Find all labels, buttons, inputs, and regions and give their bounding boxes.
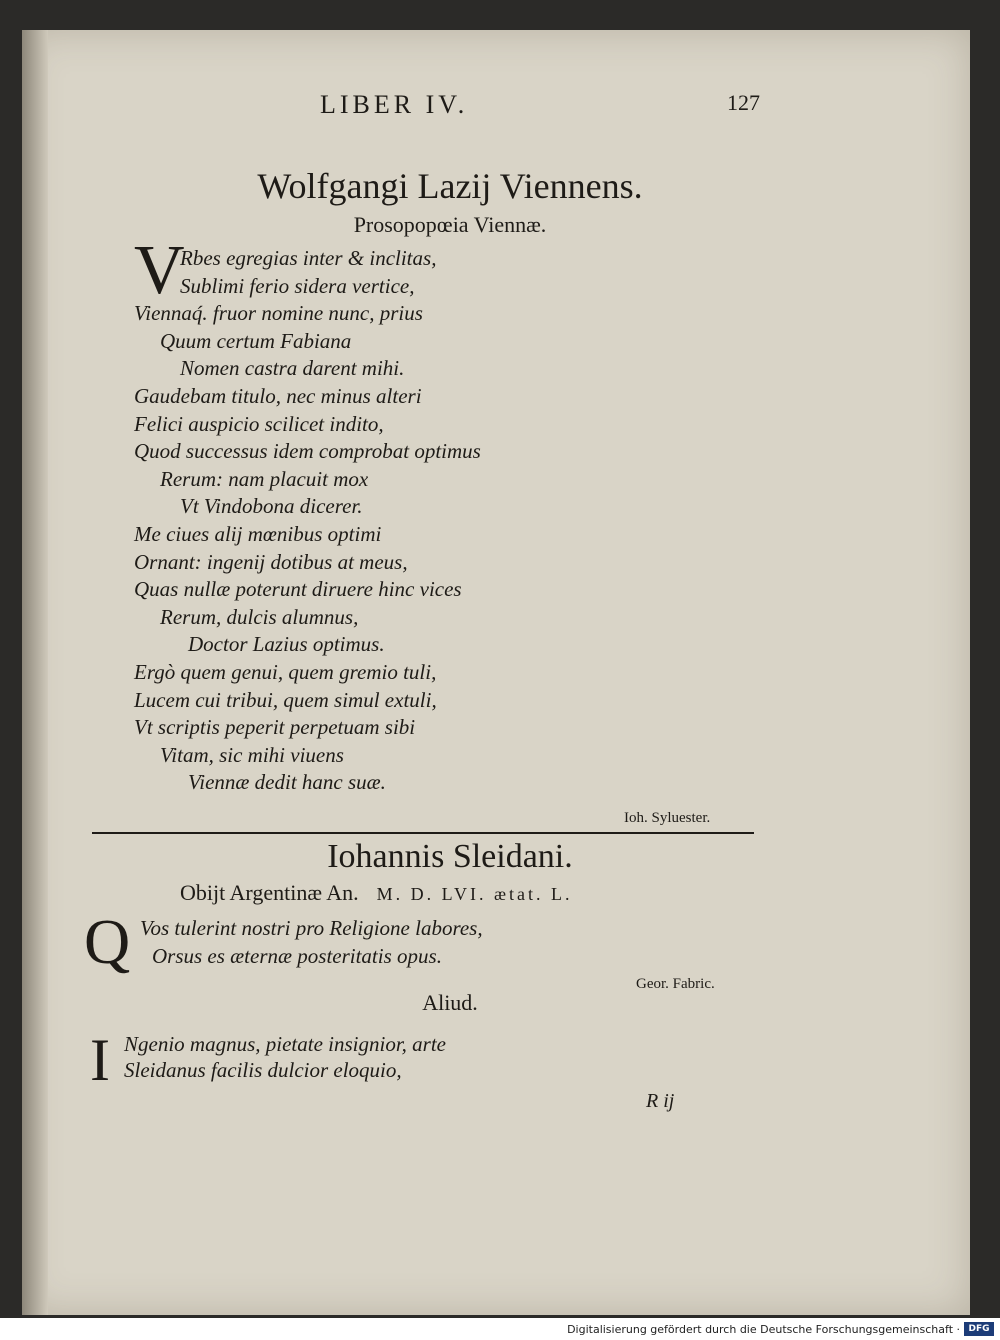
dfg-logo-icon: DFG (964, 1322, 994, 1336)
poem1-line: Vt scriptis peperit perpetuam sibi (134, 715, 416, 740)
poem2-line: Vos tulerint nostri pro Religione labores, (140, 916, 483, 940)
poem1-line: Quum certum Fabiana (160, 328, 352, 353)
poem1-line: Vitam, sic mihi viuens (160, 742, 344, 767)
poem2-title: Iohannis Sleidani. (327, 838, 573, 875)
poem1-line: Quas nullæ poterunt diruere hinc vices (134, 577, 462, 602)
poem1-line: Quod successus idem comprobat optimus (134, 439, 481, 464)
poem2-attribution: Geor. Fabric. (636, 976, 715, 992)
poem1-line: Gaudebam titulo, nec minus alteri (134, 384, 422, 408)
poem1-line: Lucem cui tribui, quem simul extuli, (134, 687, 437, 712)
poem1-attribution: Ioh. Syluester. (624, 810, 711, 826)
poem1-line: Ornant: ingenij dotibus at meus, (134, 549, 408, 574)
page-binding-edge (22, 30, 48, 1315)
poem1-line: Rbes egregias inter & inclitas, (180, 246, 437, 270)
poem2-obit (180, 880, 573, 906)
section-rule (92, 832, 754, 834)
poem2-line: Orsus es æternæ posteritatis opus. (152, 944, 442, 968)
poem1-line: Rerum: nam placuit mox (160, 466, 369, 491)
poem2-obit-text: Obijt Argentinæ An. (180, 880, 359, 905)
poem1-subtitle: Prosopopœia Viennæ. (353, 212, 547, 237)
poem1-line: Nomen castra darent mihi. (180, 356, 405, 381)
catchword: R ij (646, 1090, 675, 1112)
footer-credit: Digitalisierung gefördert durch die Deutsche Forschungsgemeinschaft · (567, 1323, 960, 1336)
poem3-line: Ngenio magnus, pietate insignior, arte (124, 1032, 446, 1056)
poem1-line: Me ciues alij mœnibus optimi (134, 522, 382, 546)
poem1-line: Viennæ dedit hanc suæ. (188, 770, 386, 795)
poem1-dropcap: V (134, 232, 185, 309)
poem2-dropcap: Q (84, 906, 131, 977)
poem1-line: Doctor Lazius optimus. (188, 632, 385, 657)
poem1-line: Felici auspicio scilicet indito, (134, 411, 384, 436)
poem3-title: Aliud. (422, 990, 478, 1015)
poem1-line: Rerum, dulcis alumnus, (160, 604, 359, 629)
poem1-line: Sublimi ferio sidera vertice, (180, 273, 415, 298)
poem1-line: Viennaq́. fruor nomine nunc, prius (134, 301, 423, 326)
poem3-line: Sleidanus facilis dulcior eloquio, (124, 1058, 402, 1082)
poem2-obit-date: M. D. LVI. ætat. L. (376, 884, 573, 904)
poem3-dropcap: I (90, 1027, 110, 1093)
page-number: 127 (727, 90, 760, 115)
running-head-title: LIBER IV. (320, 90, 469, 119)
poem1-line: Vt Vindobona dicerer. (180, 494, 363, 519)
poem1-title: Wolfgangi Lazij Viennens. (257, 166, 643, 206)
poem1-line: Ergò quem genui, quem gremio tuli, (134, 660, 437, 684)
